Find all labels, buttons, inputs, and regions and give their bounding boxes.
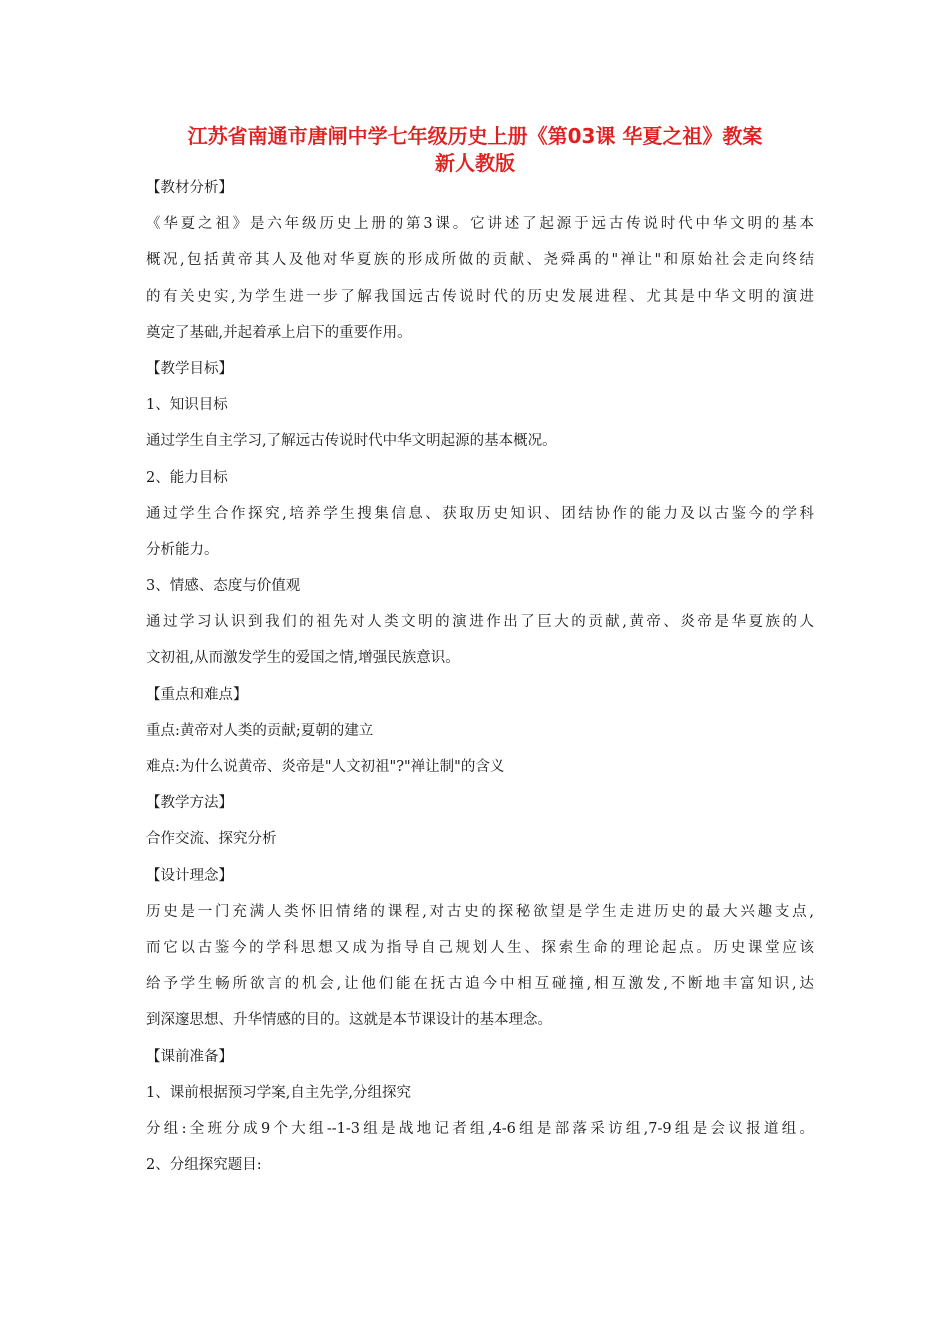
text-line: 《华夏之祖》是六年级历史上册的第3课。它讲述了起源于远古传说时代中华文明的基本 [146, 216, 814, 233]
text-line: 【设计理念】 [146, 867, 233, 884]
text-line: 难点:为什么说黄帝、炎帝是"人文初祖"?"禅让制"的含义 [146, 759, 505, 775]
text-line: 3、情感、态度与价值观 [146, 578, 301, 595]
text-line: 1、课前根据预习学案,自主先学,分组探究 [146, 1084, 411, 1101]
document-title-line-1: 江苏省南通市唐闸中学七年级历史上册《第03课 华夏之祖》教案 [187, 124, 763, 148]
text-line: 【教学方法】 [146, 795, 233, 812]
text-line: 2、分组探究题目: [146, 1157, 262, 1174]
text-line: 1、知识目标 [146, 397, 228, 414]
text-line: 【教材分析】 [146, 180, 233, 196]
text-line: 通过学生合作探究,培养学生搜集信息、获取历史知识、团结协作的能力及以古鉴今的学科 [146, 505, 814, 522]
text-line: 重点:黄帝对人类的贡献;夏朝的建立 [146, 722, 374, 739]
text-line: 概况,包括黄帝其人及他对华夏族的形成所做的贡献、尧舜禹的"禅让"和原始社会走向终结 [146, 252, 814, 269]
text-line: 文初祖,从而激发学生的爱国之情,增强民族意识。 [146, 650, 460, 667]
text-line: 奠定了基础,并起着承上启下的重要作用。 [146, 324, 412, 341]
text-line: 【重点和难点】 [146, 686, 248, 703]
text-line: 通过学生自主学习,了解远古传说时代中华文明起源的基本概况。 [146, 433, 557, 450]
text-line: 给予学生畅所欲言的机会,让他们能在抚古追今中相互碰撞,相互激发,不断地丰富知识,达 [146, 976, 814, 993]
text-line: 分组:全班分成9个大组--1-3组是战地记者组,4-6组是部落采访组,7-9组是会议报道组。 [146, 1120, 814, 1137]
text-line: 【课前准备】 [146, 1048, 233, 1065]
text-line: 分析能力。 [146, 541, 219, 558]
text-line: 合作交流、探究分析 [146, 831, 277, 848]
document-title-line-2: 新人教版 [435, 151, 515, 175]
document-body [146, 170, 814, 1183]
text-line: 而它以古鉴今的学科思想又成为指导自己规划人生、探索生命的理论起点。历史课堂应该 [146, 939, 814, 956]
text-line: 的有关史实,为学生进一步了解我国远古传说时代的历史发展进程、尤其是中华文明的演进 [146, 288, 814, 305]
text-line: 【教学目标】 [146, 360, 233, 377]
text-line: 历史是一门充满人类怀旧情绪的课程,对古史的探秘欲望是学生走进历史的最大兴趣支点, [146, 903, 814, 920]
text-line: 2、能力目标 [146, 469, 228, 486]
text-line: 到深邃思想、升华情感的目的。这就是本节课设计的基本理念。 [146, 1012, 552, 1029]
text-line: 通过学习认识到我们的祖先对人类文明的演进作出了巨大的贡献,黄帝、炎帝是华夏族的人 [146, 614, 814, 631]
